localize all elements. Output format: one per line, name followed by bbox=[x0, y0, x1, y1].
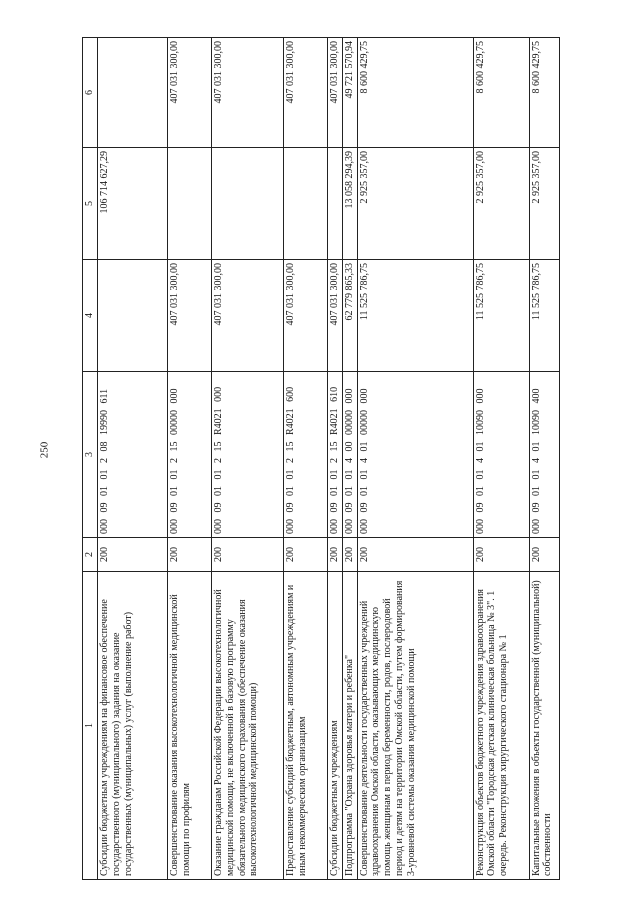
row-col-2: 200 bbox=[212, 538, 284, 572]
row-col-2: 200 bbox=[168, 538, 212, 572]
table-row bbox=[473, 38, 529, 880]
row-col-2: 200 bbox=[473, 538, 529, 572]
header-col-6: 6 bbox=[83, 38, 98, 148]
row-col-6: 407 031 300,00 bbox=[284, 38, 328, 148]
row-name: Субсидии бюджетным учреждениям bbox=[328, 572, 343, 880]
row-code: 000 09 01 01 2 08 19990 611 bbox=[98, 372, 168, 538]
row-col-6: 8 600 429,75 bbox=[357, 38, 473, 148]
row-col-5: 2 925 357,00 bbox=[473, 148, 529, 260]
row-code: 000 09 01 01 2 15 R4021 610 bbox=[328, 372, 343, 538]
row-col-4: 11 525 786,75 bbox=[473, 260, 529, 372]
row-name: Оказание гражданам Российской Федерации высокотехнологичной медицинской помощи, не включенной в базовую программу обязательного медицинского страхования (обеспечение оказания высокотехнологичной медицинской помощи) bbox=[212, 572, 284, 880]
row-col-2: 200 bbox=[357, 538, 473, 572]
table-row bbox=[212, 38, 284, 880]
row-col-6: 49 721 570,94 bbox=[342, 38, 357, 148]
row-col-6 bbox=[98, 38, 168, 148]
row-code: 000 09 01 01 4 00 00000 000 bbox=[342, 372, 357, 538]
row-name: Совершенствование деятельности государственных учреждений здравоохранения Омской области, оказывающих медицинскую помощь женщинам в период беременности, родов, послеродовой период и детям на территории Омской области, путем формирования 3-уровневой системы оказания медицинской помощи bbox=[357, 572, 473, 880]
row-col-5 bbox=[284, 148, 328, 260]
row-col-4 bbox=[98, 260, 168, 372]
table-row bbox=[98, 38, 168, 880]
row-col-2: 200 bbox=[328, 538, 343, 572]
row-col-4: 407 031 300,00 bbox=[168, 260, 212, 372]
row-name: Реконструкция объектов бюджетного учреждения здравоохранения Омской области "Городская детская клиническая больница № 3". 1 очередь. Реконструкция хирургического стационара № 1 bbox=[473, 572, 529, 880]
table-row bbox=[342, 38, 357, 880]
budget-table bbox=[82, 37, 560, 880]
row-col-6: 8 600 429,75 bbox=[529, 38, 559, 148]
row-col-6: 407 031 300,00 bbox=[168, 38, 212, 148]
row-col-5: 106 714 627,29 bbox=[98, 148, 168, 260]
row-code: 000 09 01 01 4 01 10090 000 bbox=[473, 372, 529, 538]
row-col-5 bbox=[328, 148, 343, 260]
row-col-4: 11 525 786,75 bbox=[357, 260, 473, 372]
table-row bbox=[284, 38, 328, 880]
row-name: Капитальные вложения в объекты государственной (муниципальной) собственности bbox=[529, 572, 559, 880]
row-name: Совершенствование оказания высокотехнологичной медицинской помощи по профилям bbox=[168, 572, 212, 880]
row-col-5: 2 925 357,00 bbox=[357, 148, 473, 260]
row-code: 000 09 01 01 2 15 00000 000 bbox=[168, 372, 212, 538]
row-code: 000 09 01 01 4 01 00000 000 bbox=[357, 372, 473, 538]
row-col-5: 2 925 357,00 bbox=[529, 148, 559, 260]
header-col-2: 2 bbox=[83, 538, 98, 572]
header-row bbox=[83, 38, 98, 880]
row-code: 000 09 01 01 2 15 R4021 000 bbox=[212, 372, 284, 538]
row-name: Предоставление субсидий бюджетным, автономным учреждениям и иным некоммерческим организациям bbox=[284, 572, 328, 880]
header-col-4: 4 bbox=[83, 260, 98, 372]
row-col-6: 407 031 300,00 bbox=[212, 38, 284, 148]
header-col-3: 3 bbox=[83, 372, 98, 538]
row-col-4: 11 525 786,75 bbox=[529, 260, 559, 372]
row-col-6: 8 600 429,75 bbox=[473, 38, 529, 148]
row-col-5: 13 058 294,39 bbox=[342, 148, 357, 260]
header-col-1: 1 bbox=[83, 572, 98, 880]
row-col-2: 200 bbox=[284, 538, 328, 572]
table-row bbox=[168, 38, 212, 880]
table-row bbox=[529, 38, 559, 880]
table-row bbox=[357, 38, 473, 880]
table-row bbox=[328, 38, 343, 880]
rotated-table-container bbox=[82, 38, 579, 880]
row-col-4: 407 031 300,00 bbox=[284, 260, 328, 372]
row-col-2: 200 bbox=[98, 538, 168, 572]
row-col-4: 407 031 300,00 bbox=[212, 260, 284, 372]
row-code: 000 09 01 01 2 15 R4021 600 bbox=[284, 372, 328, 538]
row-code: 000 09 01 01 4 01 10090 400 bbox=[529, 372, 559, 538]
row-col-4: 62 779 865,33 bbox=[342, 260, 357, 372]
row-name: Субсидии бюджетным учреждениям на финансовое обеспечение государственного (муниципального) задания на оказание государственных (муниципальных) услуг (выполнение работ) bbox=[98, 572, 168, 880]
row-col-4: 407 031 300,00 bbox=[328, 260, 343, 372]
row-col-6: 407 031 300,00 bbox=[328, 38, 343, 148]
row-col-5 bbox=[212, 148, 284, 260]
row-col-5 bbox=[168, 148, 212, 260]
header-col-5: 5 bbox=[83, 148, 98, 260]
row-name: Подпрограмма "Охрана здоровья матери и ребенка" bbox=[342, 572, 357, 880]
row-col-2: 200 bbox=[342, 538, 357, 572]
page-number: 250 bbox=[38, 441, 51, 459]
row-col-2: 200 bbox=[529, 538, 559, 572]
